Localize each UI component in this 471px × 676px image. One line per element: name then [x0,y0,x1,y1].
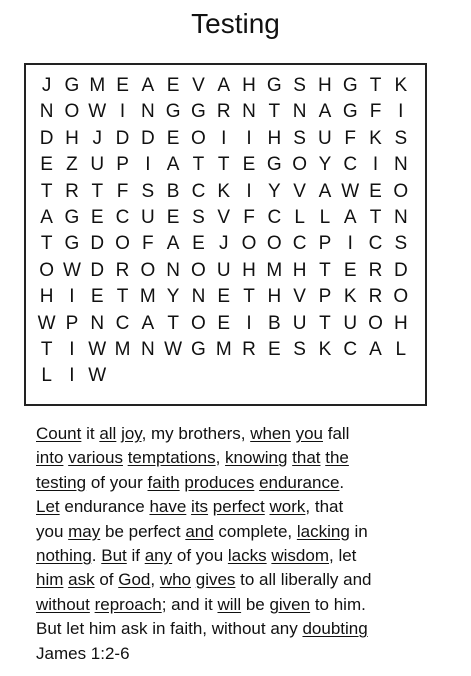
grid-letter: O [191,312,206,334]
passage-text: of you [172,546,228,566]
grid-letter: I [69,286,75,308]
grid-letter: H [393,312,408,334]
grid-letter: O [191,259,206,281]
hidden-word: faith [147,472,180,492]
passage-line [36,617,456,641]
passage-text: . [339,472,345,492]
grid-letter: O [368,312,383,334]
grid-letter: T [40,180,53,202]
grid-letter: K [318,338,332,360]
passage-text: , [150,570,160,590]
grid-letter: A [369,338,382,360]
hidden-word: the [325,448,349,468]
grid-letter: H [267,286,282,308]
grid-letter: E [166,127,180,149]
grid-letter: V [217,206,231,228]
passage-line [36,544,456,568]
grid-letter: F [243,206,255,228]
grid-letter: R [216,101,231,123]
grid-letter: R [65,180,79,202]
grid-letter: N [140,338,155,360]
grid-letter: C [115,312,130,334]
grid-letter: K [369,127,382,149]
grid-letter: T [167,312,179,334]
passage-line [36,471,456,495]
passage-line [36,642,456,666]
grid-letter: M [266,259,283,281]
grid-letter: T [116,286,129,308]
grid-letter: A [141,75,155,96]
scripture-passage [36,422,456,666]
passage-line [36,495,456,519]
grid-letter: H [242,259,256,281]
grid-letter: D [140,127,155,149]
grid-letter: S [293,75,306,96]
grid-letter: E [90,286,104,308]
hidden-word: doubting [302,619,368,639]
grid-letter: G [64,233,80,255]
passage-text: in [349,521,368,541]
grid-letter: V [293,286,306,308]
passage-text: if [126,546,145,566]
passage-line [36,593,456,617]
grid-letter: O [64,101,80,123]
grid-letter: G [266,75,282,96]
grid-letter: D [90,259,105,281]
passage-text: , that [305,497,344,517]
grid-letter: L [294,206,305,228]
hidden-word: various [68,448,123,468]
grid-letter: A [40,206,53,228]
grid-letter: A [166,233,180,255]
grid-letter: O [140,259,156,281]
grid-letter: W [62,259,81,281]
grid-letter: I [246,312,252,334]
passage-text: fall [323,424,350,443]
grid-letter: P [318,233,332,255]
grid-letter: G [191,101,206,123]
hidden-word: work [269,497,306,517]
grid-letter: S [141,180,155,202]
grid-letter: O [115,233,130,255]
grid-letter: T [268,101,281,123]
grid-letter: A [318,180,332,202]
grid-letter: N [39,101,54,123]
grid-letter: E [242,154,256,176]
grid-letter: N [90,312,105,334]
grid-letter: L [41,365,52,387]
passage-text: of your [86,472,148,492]
grid-letter: L [319,206,331,228]
hidden-word: knowing [225,448,288,468]
grid-letter: W [164,338,183,360]
hidden-word: produces [184,472,255,492]
grid-letter: M [215,338,232,360]
grid-letter: M [139,286,156,308]
grid-letter: E [343,259,357,281]
grid-letter: E [116,75,129,96]
hidden-word: lacks [227,546,267,566]
grid-letter: M [114,338,131,360]
grid-letter: N [242,101,256,123]
passage-text: to him. [310,594,366,614]
grid-letter: W [37,312,56,334]
grid-letter: D [393,259,408,281]
grid-letter: T [40,338,53,360]
grid-letter: F [142,233,154,255]
grid-letter: N [140,101,155,123]
passage-text: complete, [213,521,297,541]
grid-letter: N [393,154,408,176]
hidden-word: endurance [259,472,340,492]
grid-letter: R [115,259,130,281]
grid-letter: D [39,127,54,149]
grid-letter: C [292,233,307,255]
word-search-grid [24,63,427,406]
grid-letter: G [64,75,80,96]
hidden-word: him [36,570,64,590]
grid-letter: I [372,154,379,176]
hidden-word: any [144,546,173,566]
passage-text: , let [329,546,357,566]
passage-text: . [91,546,102,566]
hidden-word: given [269,594,311,614]
grid-letter: I [347,233,353,255]
hidden-word: Let [36,497,60,517]
hidden-word: gives [195,570,236,590]
hidden-word: that [292,448,321,468]
grid-letter: G [342,101,358,123]
grid-letter: C [343,338,358,360]
grid-letter: T [369,75,382,96]
grid-letter: D [115,127,130,149]
grid-letter: I [69,365,75,387]
grid-letter: S [293,127,306,149]
passage-text: to all liberally and [235,570,372,590]
hidden-word: when [250,424,291,443]
grid-letter: G [342,75,358,96]
grid-letter: H [39,286,54,308]
grid-letter: W [88,338,107,360]
grid-letter: E [192,233,205,255]
grid-letter: N [393,206,408,228]
hidden-word: into [36,448,64,468]
grid-letter: P [65,312,79,334]
grid-letter: C [343,154,358,176]
grid-letter: E [217,312,231,334]
grid-letter: T [319,312,331,334]
grid-letter: N [292,101,307,123]
grid-letter: T [243,286,255,308]
hidden-word: will [217,594,242,614]
grid-letter: U [343,312,358,334]
grid-letter: H [65,127,79,149]
hidden-word: without [36,594,90,614]
grid-letter: I [145,154,151,176]
grid-letter: C [115,206,130,228]
grid-letter: S [293,338,306,360]
hidden-word: testing [36,472,87,492]
passage-line [36,520,456,544]
page-title: Testing [191,8,280,39]
grid-letter: J [41,75,52,96]
grid-letter: I [398,101,404,123]
grid-letter: Z [66,154,78,176]
grid-letter: U [216,259,231,281]
hidden-word: all [99,424,117,443]
passage-text: But let him ask in faith, without any [36,619,303,639]
passage-line [36,446,456,470]
grid-letter: G [266,154,282,176]
grid-letter: R [368,259,383,281]
grid-letter: O [393,180,409,202]
grid-letter: V [293,180,306,202]
passage-text: James 1:2-6 [36,643,130,663]
grid-letter: F [369,101,382,123]
hidden-word: joy [121,424,142,443]
grid-letter: G [64,206,80,228]
passage-line [36,422,456,446]
grid-letter: J [92,127,102,149]
hidden-word: Count [36,424,82,443]
grid-letter: N [191,286,206,308]
hidden-word: may [68,521,101,541]
passage-text: you [36,521,69,541]
hidden-word: God [118,570,151,590]
hidden-word: lacking [296,521,350,541]
passage-text: ; and it [161,594,218,614]
grid-letter: T [369,206,382,228]
hidden-word: wisdom [271,546,329,566]
grid-letter: E [166,75,180,96]
grid-letter: Y [166,286,180,308]
hidden-word: have [149,497,187,517]
grid-letter: H [242,75,256,96]
grid-letter: G [165,101,181,123]
grid-letter: E [166,206,180,228]
grid-letter: U [318,127,332,149]
grid-letter: V [192,75,205,96]
grid-letter: Y [318,154,332,176]
grid-letter: T [217,154,230,176]
passage-text: , [215,448,226,468]
grid-letter: N [166,259,180,281]
grid-letter: E [369,180,382,202]
grid-letter: K [343,286,357,308]
grid-letter: B [267,312,281,334]
grid-letter: A [166,154,180,176]
passage-line [36,568,456,592]
grid-letter: P [318,286,332,308]
grid-letter: O [393,286,409,308]
passage-text: it [81,424,100,443]
grid-letter: J [218,233,229,255]
passage-text: be [241,594,270,614]
grid-letter: D [90,233,105,255]
passage-text: of [94,570,119,590]
grid-letter: A [318,101,332,123]
grid-letter: G [191,338,206,360]
grid-letter: T [40,233,53,255]
grid-letter: E [267,338,281,360]
grid-letter: T [91,180,104,202]
grid-letter: I [69,338,75,360]
grid-letter: I [119,101,126,123]
grid-letter: O [266,233,282,255]
grid-letter: S [192,206,205,228]
passage-text: endurance [59,497,150,517]
grid-letter: C [368,233,383,255]
grid-letter: K [217,180,231,202]
grid-letter: C [267,206,282,228]
grid-letter: S [394,127,408,149]
hidden-word: you [295,424,323,443]
grid-letter: K [394,75,408,96]
grid-letter: F [344,127,357,149]
grid-letter: A [141,312,155,334]
grid-letter: A [217,75,231,96]
grid-letter: U [90,154,105,176]
grid-letter: U [292,312,307,334]
grid-letter: T [319,259,331,281]
grid-letter: I [246,180,252,202]
hidden-word: nothing [36,546,92,566]
grid-letter: H [267,127,282,149]
grid-letter: R [368,286,383,308]
hidden-word: who [159,570,192,590]
grid-letter: I [221,127,227,149]
hidden-word: perfect [212,497,265,517]
hidden-word: and [185,521,214,541]
grid-letter: S [394,233,408,255]
hidden-word: ask [68,570,95,590]
grid-letter: B [166,180,180,202]
grid-letter: U [140,206,155,228]
grid-letter: W [88,365,107,387]
grid-letter: I [246,127,252,149]
grid-letter: R [242,338,256,360]
grid-letter: C [191,180,206,202]
grid-letter: E [40,154,53,176]
passage-text: be perfect [100,521,186,541]
hidden-word: reproach [94,594,162,614]
grid-letter: O [292,154,307,176]
grid-letter: E [217,286,231,308]
grid-letter: E [90,206,104,228]
grid-letter: L [395,338,407,360]
grid-letter: P [116,154,129,176]
grid-letter: H [318,75,332,96]
grid-letter: W [88,101,107,123]
letter-grid [34,73,413,390]
grid-letter: M [89,75,106,96]
hidden-word: its [191,497,209,517]
grid-letter: O [241,233,257,255]
hidden-word: But [101,546,127,566]
hidden-word: temptations [127,448,216,468]
grid-letter: F [116,180,129,202]
grid-letter: O [39,259,55,281]
grid-letter: H [292,259,307,281]
grid-letter: W [341,180,360,202]
grid-letter: T [192,154,205,176]
grid-letter: A [343,206,357,228]
passage-text: , my brothers, [141,424,251,443]
grid-letter: Y [267,180,281,202]
grid-letter: O [191,127,206,149]
